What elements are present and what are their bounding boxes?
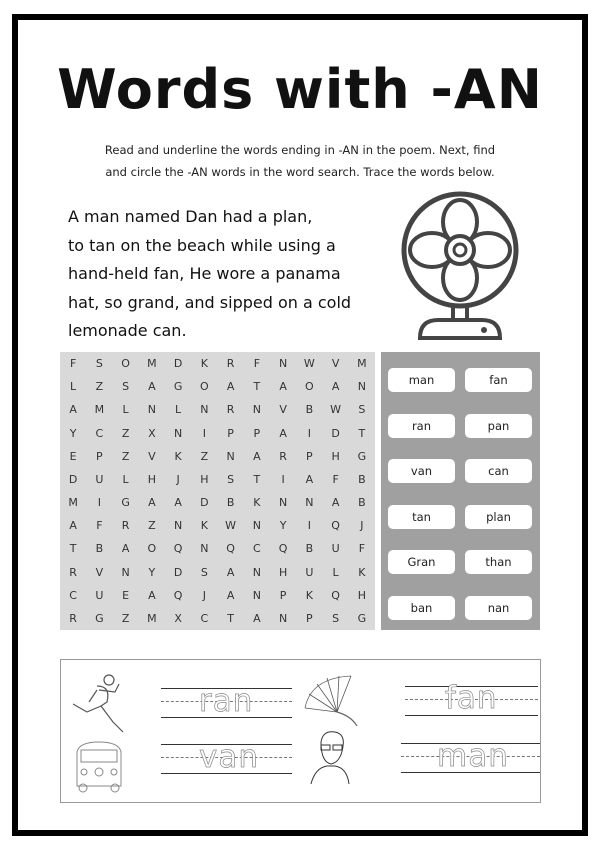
tracing-section xyxy=(60,659,541,803)
poem-line: A man named Dan had a plan, xyxy=(68,207,313,226)
grid-letter[interactable]: Y xyxy=(279,519,287,533)
man-glasses-icon xyxy=(309,728,353,784)
grid-letter[interactable]: U xyxy=(331,542,340,556)
grid-letter[interactable]: M xyxy=(68,496,78,510)
grid-letter[interactable]: R xyxy=(69,565,77,579)
grid-letter[interactable]: K xyxy=(305,588,313,602)
grid-letter[interactable]: A xyxy=(226,380,235,394)
grid-letter[interactable]: N xyxy=(357,380,366,394)
grid-letter[interactable]: R xyxy=(226,403,235,417)
grid-letter[interactable]: U xyxy=(95,588,104,602)
grid-letter[interactable]: A xyxy=(226,588,235,602)
grid-letter[interactable]: N xyxy=(174,426,183,440)
grid-letter[interactable]: K xyxy=(200,519,208,533)
grid-letter[interactable]: B xyxy=(95,542,104,556)
grid-letter[interactable]: M xyxy=(147,611,157,625)
instructions xyxy=(60,139,540,183)
grid-letter[interactable]: P xyxy=(306,449,313,463)
grid-letter[interactable]: I xyxy=(202,426,206,440)
trace-word: van xyxy=(199,739,259,775)
grid-letter[interactable]: A xyxy=(148,496,156,510)
grid-letter[interactable]: U xyxy=(95,472,104,486)
grid-letter[interactable]: A xyxy=(69,519,77,533)
grid-letter[interactable]: G xyxy=(121,496,130,510)
grid-letter[interactable]: M xyxy=(147,357,157,371)
grid-letter[interactable]: L xyxy=(70,380,77,394)
grid-letter[interactable]: V xyxy=(279,403,287,417)
grid-letter[interactable]: Z xyxy=(95,380,104,394)
grid-letter[interactable]: V xyxy=(331,357,340,371)
grid-letter[interactable]: X xyxy=(148,426,156,440)
grid-letter[interactable]: A xyxy=(279,380,287,394)
grid-letter[interactable]: S xyxy=(332,611,340,625)
grid-letter[interactable]: R xyxy=(279,449,287,463)
grid-letter[interactable]: W xyxy=(303,357,315,371)
grid-letter[interactable]: F xyxy=(96,519,103,533)
grid-letter[interactable]: N xyxy=(252,403,261,417)
grid-letter[interactable]: T xyxy=(358,426,366,440)
grid-letter[interactable]: J xyxy=(176,472,180,486)
word-bank-item: plan xyxy=(465,505,532,529)
grid-letter[interactable]: B xyxy=(305,403,314,417)
grid-letter[interactable]: N xyxy=(226,449,235,463)
grid-letter[interactable]: G xyxy=(357,449,367,463)
grid-letter[interactable]: N xyxy=(279,357,288,371)
grid-letter[interactable]: L xyxy=(332,565,339,579)
grid-letter[interactable]: H xyxy=(147,472,157,486)
grid-letter[interactable]: J xyxy=(202,588,206,602)
grid-letter[interactable]: A xyxy=(253,449,261,463)
grid-letter[interactable]: Q xyxy=(331,588,340,602)
grid-letter[interactable]: D xyxy=(200,496,209,510)
grid-letter[interactable]: A xyxy=(69,403,77,417)
grid-letter[interactable]: C xyxy=(95,426,104,440)
grid-letter[interactable]: P xyxy=(96,449,103,463)
grid-letter[interactable]: S xyxy=(358,403,366,417)
grid-letter[interactable]: H xyxy=(200,472,209,486)
grid-letter[interactable]: D xyxy=(173,357,183,371)
grid-letter[interactable]: N xyxy=(200,403,209,417)
grid-letter[interactable]: J xyxy=(360,519,364,533)
grid-letter[interactable]: N xyxy=(121,565,130,579)
grid-letter[interactable]: A xyxy=(226,565,235,579)
grid-letter[interactable]: Z xyxy=(121,449,130,463)
grid-letter[interactable]: T xyxy=(253,380,261,394)
grid-letter[interactable]: Y xyxy=(69,426,77,440)
grid-letter[interactable]: N xyxy=(174,519,183,533)
word-bank-item: than xyxy=(465,550,532,574)
grid-letter[interactable]: G xyxy=(173,380,183,394)
grid-letter[interactable]: Z xyxy=(121,611,130,625)
poem xyxy=(68,203,388,346)
grid-letter[interactable]: F xyxy=(358,542,366,556)
grid-letter[interactable]: A xyxy=(121,542,130,556)
word-bank xyxy=(381,352,540,630)
grid-letter[interactable]: E xyxy=(69,449,77,463)
grid-letter[interactable]: S xyxy=(200,565,208,579)
word-bank-item: man xyxy=(388,368,455,392)
poem-line: lemonade can. xyxy=(68,321,187,340)
grid-letter[interactable]: N xyxy=(252,565,261,579)
grid-letter[interactable]: P xyxy=(253,426,261,440)
grid-letter[interactable]: N xyxy=(147,403,156,417)
running-person-icon xyxy=(67,672,131,736)
grid-letter[interactable]: C xyxy=(253,542,261,556)
grid-letter[interactable]: A xyxy=(148,588,156,602)
grid-letter[interactable]: A xyxy=(253,611,261,625)
grid-letter[interactable]: B xyxy=(226,496,235,510)
grid-letter[interactable]: C xyxy=(69,588,77,602)
word-bank-item: can xyxy=(465,459,532,483)
grid-letter[interactable]: T xyxy=(227,611,234,625)
word-bank-item: ran xyxy=(388,414,455,438)
page-title: Words with -AN xyxy=(57,58,543,121)
grid-letter[interactable]: I xyxy=(97,496,101,510)
grid-letter[interactable]: Z xyxy=(200,449,209,463)
grid-letter[interactable]: Q xyxy=(226,542,235,556)
grid-letter[interactable]: V xyxy=(148,449,156,463)
grid-letter[interactable]: U xyxy=(305,565,314,579)
grid-letter[interactable]: Q xyxy=(173,542,183,556)
grid-letter[interactable]: G xyxy=(95,611,104,625)
grid-letter[interactable]: O xyxy=(305,380,314,394)
trace-word: fan xyxy=(445,680,498,716)
grid-letter[interactable]: H xyxy=(278,565,288,579)
grid-letter[interactable]: K xyxy=(174,449,182,463)
grid-letter[interactable]: Q xyxy=(278,542,288,556)
grid-letter[interactable]: F xyxy=(69,357,77,371)
grid-letter[interactable]: F xyxy=(332,472,339,486)
word-bank-item: tan xyxy=(388,505,455,529)
grid-letter[interactable]: K xyxy=(200,357,208,371)
grid-letter[interactable]: I xyxy=(307,519,311,533)
grid-letter[interactable]: N xyxy=(279,611,288,625)
grid-letter[interactable]: D xyxy=(68,472,78,486)
electric-fan-icon xyxy=(398,188,522,343)
grid-letter[interactable]: H xyxy=(357,588,367,602)
grid-letter[interactable]: M xyxy=(94,403,105,417)
grid-letter[interactable]: L xyxy=(122,403,129,417)
grid-letter[interactable]: O xyxy=(121,357,130,371)
grid-letter[interactable]: V xyxy=(95,565,104,579)
grid-letter[interactable]: E xyxy=(122,588,130,602)
grid-letter[interactable]: P xyxy=(306,611,313,625)
word-search-grid xyxy=(60,352,375,630)
poem-line: hat, so grand, and sipped on a cold xyxy=(68,292,352,312)
instruction-line: Read and underline the words ending in -AN in the poem. Next, find xyxy=(104,143,496,157)
grid-letter[interactable]: F xyxy=(253,357,261,371)
word-bank-item: ban xyxy=(388,596,455,620)
grid-letter[interactable]: S xyxy=(122,380,130,394)
grid-letter[interactable]: Y xyxy=(148,565,156,579)
grid-letter[interactable]: X xyxy=(174,611,182,625)
grid-letter[interactable]: O xyxy=(147,542,157,556)
grid-letter[interactable]: N xyxy=(252,519,261,533)
grid-letter[interactable]: W xyxy=(330,403,342,417)
word-bank-item: pan xyxy=(465,414,532,438)
grid-letter[interactable]: R xyxy=(226,357,235,371)
grid-letter[interactable]: B xyxy=(358,472,366,486)
grid-letter[interactable]: C xyxy=(200,611,209,625)
grid-letter[interactable]: Z xyxy=(148,519,156,533)
grid-letter[interactable]: K xyxy=(253,496,261,510)
grid-letter[interactable]: Z xyxy=(121,426,130,440)
grid-letter[interactable]: B xyxy=(305,542,314,556)
grid-letter[interactable]: T xyxy=(69,542,77,556)
grid-letter[interactable]: N xyxy=(279,496,288,510)
grid-letter[interactable]: S xyxy=(227,472,235,486)
grid-letter[interactable]: G xyxy=(357,611,367,625)
grid-letter[interactable]: T xyxy=(253,472,261,486)
grid-letter[interactable]: P xyxy=(279,588,287,602)
grid-letter[interactable]: Q xyxy=(331,519,340,533)
grid-letter[interactable]: P xyxy=(227,426,234,440)
trace-word: man xyxy=(437,738,509,774)
grid-letter[interactable]: M xyxy=(357,357,367,371)
grid-letter[interactable]: D xyxy=(173,565,183,579)
instruction-line: and circle the -AN words in the word search. Trace the words below. xyxy=(105,165,495,179)
poem-line: hand-held fan, He wore a panama xyxy=(68,264,341,283)
grid-letter[interactable]: A xyxy=(148,380,156,394)
grid-letter[interactable]: Q xyxy=(173,588,183,602)
word-bank-item: nan xyxy=(465,596,532,620)
grid-letter[interactable]: D xyxy=(331,426,340,440)
word-bank-item: van xyxy=(388,459,455,483)
grid-letter[interactable]: H xyxy=(331,449,340,463)
grid-letter[interactable]: I xyxy=(307,426,311,440)
grid-letter[interactable]: R xyxy=(121,519,130,533)
van-icon xyxy=(69,738,129,794)
grid-letter[interactable]: B xyxy=(358,496,366,510)
grid-letter[interactable]: A xyxy=(279,426,287,440)
grid-letter[interactable]: A xyxy=(305,472,314,486)
grid-letter[interactable]: N xyxy=(200,542,209,556)
grid-letter[interactable]: A xyxy=(331,496,340,510)
grid-letter[interactable]: W xyxy=(225,519,237,533)
grid-letter[interactable]: A xyxy=(174,496,182,510)
grid-letter[interactable]: N xyxy=(305,496,314,510)
poem-line: to tan on the beach while using a xyxy=(68,235,336,255)
grid-letter[interactable]: N xyxy=(252,588,261,602)
word-bank-item: fan xyxy=(465,368,532,392)
grid-letter[interactable]: I xyxy=(281,472,285,486)
grid-letter[interactable]: K xyxy=(358,565,366,579)
grid-letter[interactable]: A xyxy=(331,380,340,394)
grid-letter[interactable]: R xyxy=(69,611,77,625)
word-bank-item: Gran xyxy=(388,550,455,574)
trace-word: ran xyxy=(199,683,254,719)
hand-fan-icon xyxy=(301,672,361,728)
grid-letter[interactable]: L xyxy=(122,472,129,486)
grid-letter[interactable]: L xyxy=(175,403,182,417)
grid-letter[interactable]: O xyxy=(200,380,209,394)
grid-letter[interactable]: S xyxy=(95,357,103,371)
